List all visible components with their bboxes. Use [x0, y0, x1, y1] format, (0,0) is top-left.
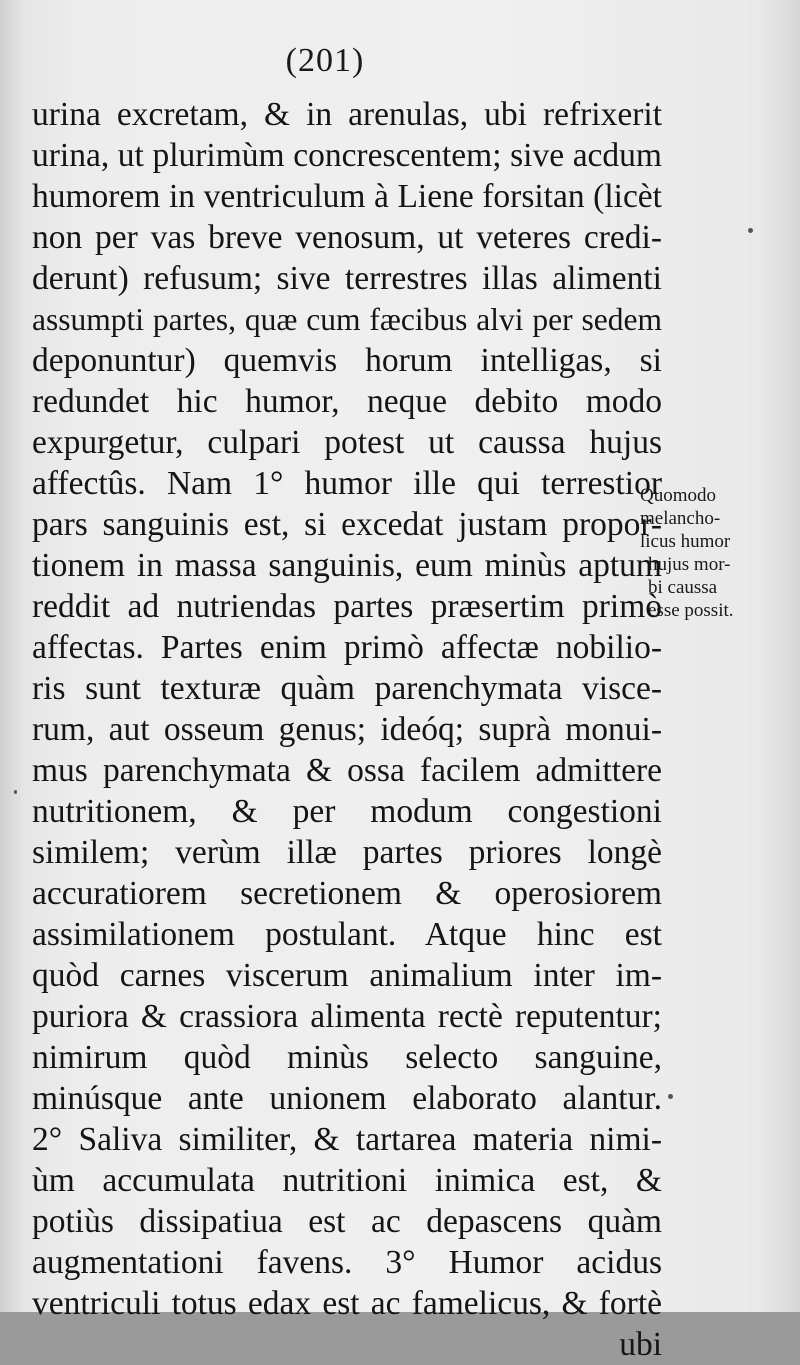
margin-note-line: Quomodo	[640, 485, 716, 506]
text-line: derunt) refusum; sive terrestres illas alimenti	[32, 260, 662, 297]
text-line: similem; verùm illæ partes priores longè	[32, 834, 662, 871]
text-line: minúsque ante unionem elaborato alantur.	[32, 1080, 662, 1117]
margin-note-line: bi caussa	[648, 577, 718, 598]
body-text	[32, 94, 662, 1365]
text-line: quòd carnes viscerum animalium inter im-	[32, 957, 662, 994]
margin-note-line: esse possit.	[648, 600, 734, 621]
text-line: tionem in massa sanguinis, eum minùs aptum	[32, 547, 662, 584]
text-line: affectas. Partes enim primò affectæ nobilio-	[32, 629, 662, 666]
text-line: redundet hic humor, neque debito modo	[32, 383, 662, 420]
text-line: humorem in ventriculum à Liene forsitan (licèt	[32, 178, 662, 215]
ink-speck	[748, 228, 753, 233]
text-line: mus parenchymata & ossa facilem admittere	[32, 752, 662, 789]
text-line: reddit ad nutriendas partes præsertim primò	[32, 588, 662, 625]
margin-note-line: licus humor	[640, 531, 731, 552]
text-line: puriora & crassiora alimenta rectè reputentur;	[32, 998, 662, 1035]
text-line: urina, ut plurimùm concrescentem; sive acdum	[32, 137, 662, 174]
text-line: affectûs. Nam 1° humor ille qui terrestior	[32, 465, 662, 502]
text-line: potiùs dissipatiua est ac depascens quàm	[32, 1203, 662, 1240]
text-line: 2° Saliva similiter, & tartarea materia nimi-	[32, 1121, 662, 1158]
page-number: (201)	[285, 42, 365, 79]
text-line: deponuntur) quemvis horum intelligas, si	[32, 342, 662, 379]
margin-note	[640, 484, 790, 622]
margin-note-line: hujus mor-	[648, 554, 731, 575]
text-line: ris sunt texturæ quàm parenchymata visce-	[32, 670, 662, 707]
catchword: ubi	[619, 1326, 662, 1363]
ink-speck	[14, 790, 17, 794]
text-line: non per vas breve venosum, ut veteres credi-	[32, 219, 662, 256]
text-line: augmentationi favens. 3° Humor acidus	[32, 1244, 662, 1281]
margin-note-line: melancho-	[640, 508, 721, 529]
text-line: rum, aut osseum genus; ideóq; suprà monui-	[32, 711, 662, 748]
text-line: expurgetur, culpari potest ut caussa hujus	[32, 424, 662, 461]
text-line: nutritionem, & per modum congestioni	[32, 793, 662, 830]
ink-speck	[668, 1094, 673, 1099]
text-line: urina excretam, & in arenulas, ubi refrixerit	[32, 96, 662, 133]
text-line: pars sanguinis est, si excedat justam propor-	[32, 506, 662, 543]
text-line: nimirum quòd minùs selecto sanguine,	[32, 1039, 662, 1076]
text-line: accuratiorem secretionem & operosiorem	[32, 875, 662, 912]
text-line: assimilationem postulant. Atque hinc est	[32, 916, 662, 953]
text-line: ventriculi totus edax est ac famelicus, & fortè	[32, 1285, 662, 1322]
text-line: ùm accumulata nutritioni inimica est, &	[32, 1162, 662, 1199]
text-line: assumpti partes, quæ cum fæcibus alvi per sedem	[32, 302, 662, 337]
